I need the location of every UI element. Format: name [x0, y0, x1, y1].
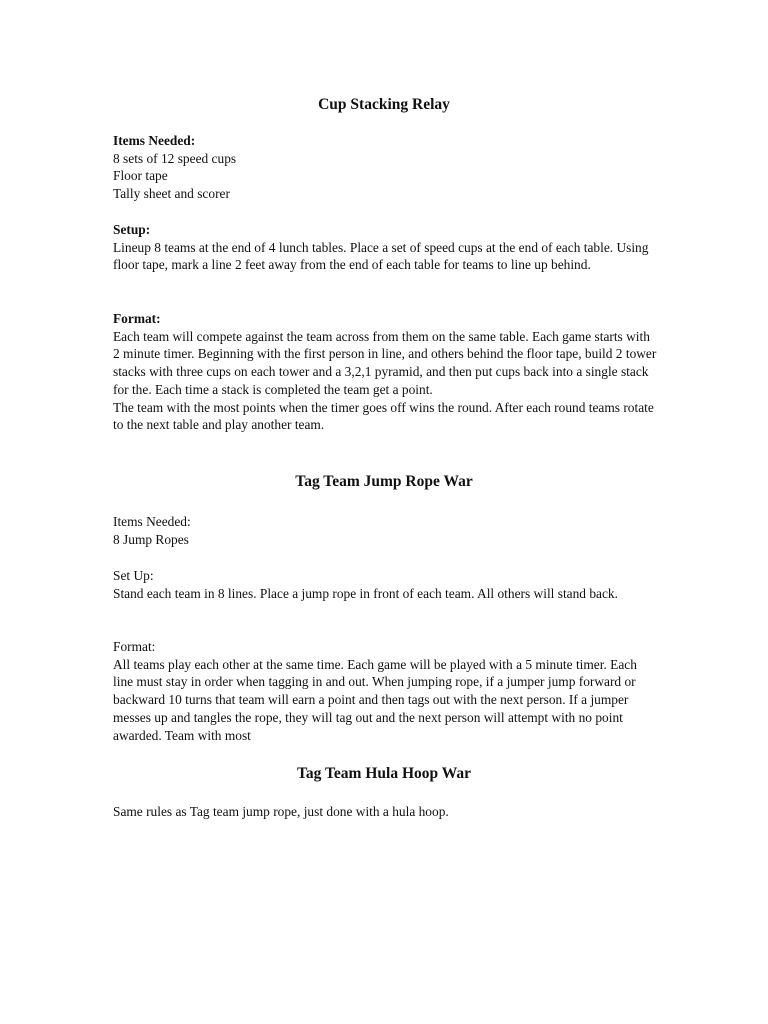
- cup-setup-text: Lineup 8 teams at the end of 4 lunch tables. Place a set of speed cups at the end of each table. Using floor tape, mark a line 2 feet away from the end of each table for teams to line up behind.: [113, 239, 649, 273]
- jump-items-block: [113, 513, 658, 548]
- jump-format-text: All teams play each other at the same time. Each game will be played with a 5 minute timer. Each line must stay in order when tagging in and out. When jumping rope, if a jumper jump forward or backward 10 turns that team will earn a point and then tags out with the next person. If a jumper messes up and tangles the rope, they will tag out and the next person will attempt with no point awarded. Team with most: [113, 656, 637, 743]
- hula-text: Same rules as Tag team jump rope, just done with a hula hoop.: [113, 804, 449, 819]
- jump-item: 8 Jump Ropes: [113, 531, 189, 547]
- cup-format-label: Format:: [113, 311, 161, 326]
- cup-format-text-2: The team with the most points when the timer goes off wins the round. After each round teams rotate to the next table and play another team.: [113, 399, 654, 433]
- cup-items-label: Items Needed:: [113, 133, 196, 148]
- hula-block: [113, 803, 658, 821]
- cup-item: Tally sheet and scorer: [113, 186, 230, 202]
- jump-setup-label: Set Up:: [113, 568, 154, 583]
- jump-format-label: Format:: [113, 639, 156, 654]
- jump-setup-block: [113, 567, 658, 602]
- cup-stacking-title: Cup Stacking Relay: [318, 96, 450, 113]
- cup-items-block: [113, 132, 658, 203]
- jump-setup-text: Stand each team in 8 lines. Place a jump rope in front of each team. All others will stand back.: [113, 585, 618, 601]
- cup-format-text: Each team will compete against the team across from them on the same table. Each game starts with 2 minute timer. Beginning with the first person in line, and others behind the floor tape, build 2 tower stacks with three cups on each tower and a 3,2,1 pyramid, and then put cups back into a single stack for the. Each time a stack is completed the team get a point.: [113, 328, 657, 397]
- jump-items-label: Items Needed:: [113, 514, 191, 529]
- jump-format-block: [113, 638, 658, 744]
- cup-setup-block: [113, 221, 658, 274]
- cup-item: Floor tape: [113, 168, 168, 184]
- cup-setup-label: Setup:: [113, 222, 151, 237]
- cup-format-block: [113, 310, 658, 434]
- jump-rope-title: Tag Team Jump Rope War: [295, 473, 473, 490]
- hula-hoop-title: Tag Team Hula Hoop War: [297, 765, 471, 782]
- cup-item: 8 sets of 12 speed cups: [113, 150, 237, 166]
